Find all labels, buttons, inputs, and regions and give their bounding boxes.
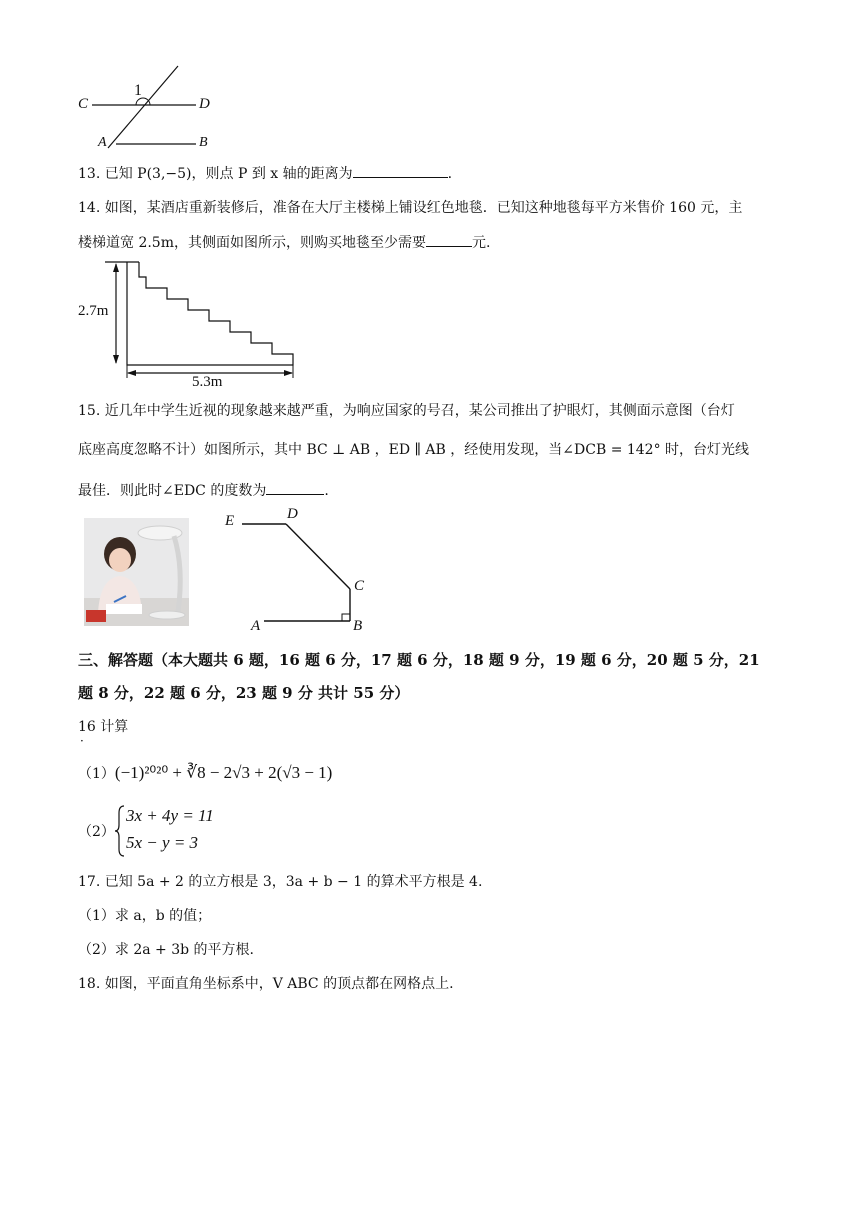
transversal	[108, 66, 178, 148]
lamp-label-a: A	[251, 618, 261, 634]
q17-line-1: 17. 已知 5a + 2 的立方根是 3，3a + b − 1 的算术平方根是 4.	[78, 874, 483, 890]
q17-part-1: （1）求 a，b 的值；	[78, 908, 212, 924]
section-3-heading-line-1: 三、解答题（本大题共 6 题，16 题 6 分，17 题 6 分，18 题 9 分，19 题 6 分，20 题 5 分，21	[78, 651, 760, 669]
label-a: A	[98, 135, 107, 150]
q16-part-1-label: （1）	[78, 766, 115, 782]
q14-answer-blank	[426, 232, 472, 247]
q15-end: .	[324, 483, 329, 499]
lamp-diagram	[220, 505, 370, 635]
angle-label-1: 1	[134, 82, 142, 99]
system-brace	[114, 805, 126, 857]
q15-line-1: 15. 近几年中学生近视的现象越来越严重，为响应国家的号召，某公司推出了护眼灯，其侧面示意图（台灯	[78, 403, 735, 419]
lamp-label-d: D	[287, 506, 298, 522]
lamp-label-c: C	[354, 578, 365, 594]
q13-answer-blank	[353, 163, 448, 178]
stairs-figure	[105, 255, 305, 380]
stairs-height-label: 2.7m	[78, 303, 109, 319]
height-arrow-bottom	[113, 355, 119, 364]
q16-equation-1: 3x + 4y = 11	[126, 806, 214, 825]
q16-part-2-label: （2）	[78, 824, 115, 840]
q14-line-2-text: 楼梯道宽 2.5m，其侧面如图所示，则购买地毯至少需要	[78, 235, 426, 251]
question-13	[78, 163, 452, 184]
label-d: D	[199, 96, 210, 112]
width-arrow-left	[127, 370, 136, 376]
label-b: B	[199, 135, 208, 150]
width-arrow-right	[284, 370, 293, 376]
q15-line-2: 底座高度忽略不计）如图所示，其中 BC ⊥ AB ，ED ∥ AB ，经使用发现，当∠DCB = 142° 时，台灯光线	[78, 442, 750, 458]
q13-end: .	[447, 166, 453, 182]
lamp-label-b: B	[353, 618, 363, 634]
q16-title: 16 计算	[78, 719, 129, 735]
q16-part-1	[78, 763, 332, 784]
q17-part-2: （2）求 2a + 3b 的平方根.	[78, 942, 255, 958]
stairs-width-label: 5.3m	[192, 374, 223, 390]
desk-lamp-photo	[84, 518, 189, 626]
q15-line-3	[78, 480, 329, 501]
stair-profile	[127, 262, 293, 365]
q14-line-1: 14. 如图，某酒店重新装修后，准备在大厅主楼梯上铺设红色地毯．已知这种地毯每平方米售价 160 元，主	[78, 200, 743, 216]
q16-part-1-expression: (−1)²⁰²⁰ + ∛8 − 2√3 + 2(√3 − 1)	[114, 763, 333, 782]
q16-dot: ·	[80, 734, 84, 748]
q14-end: 元.	[472, 235, 491, 251]
right-angle-mark	[342, 614, 350, 621]
q13-text: 13. 已知 P(3,−5)，则点 P 到 x 轴的距离为	[78, 166, 353, 182]
q14-line-2	[78, 232, 490, 253]
section-3-heading-line-2: 题 8 分，22 题 6 分，23 题 9 分 共计 55 分）	[78, 684, 410, 702]
q15-answer-blank	[266, 480, 324, 495]
q18-text: 18. 如图，平面直角坐标系中，V ABC 的顶点都在网格点上.	[78, 976, 454, 992]
label-c: C	[78, 96, 89, 112]
lamp-label-e: E	[225, 513, 235, 529]
q15-line-3-text: 最佳．则此时∠EDC 的度数为	[78, 483, 267, 499]
height-arrow-top	[113, 263, 119, 272]
segment-dc	[286, 524, 350, 589]
q16-equation-2: 5x − y = 3	[126, 833, 199, 852]
